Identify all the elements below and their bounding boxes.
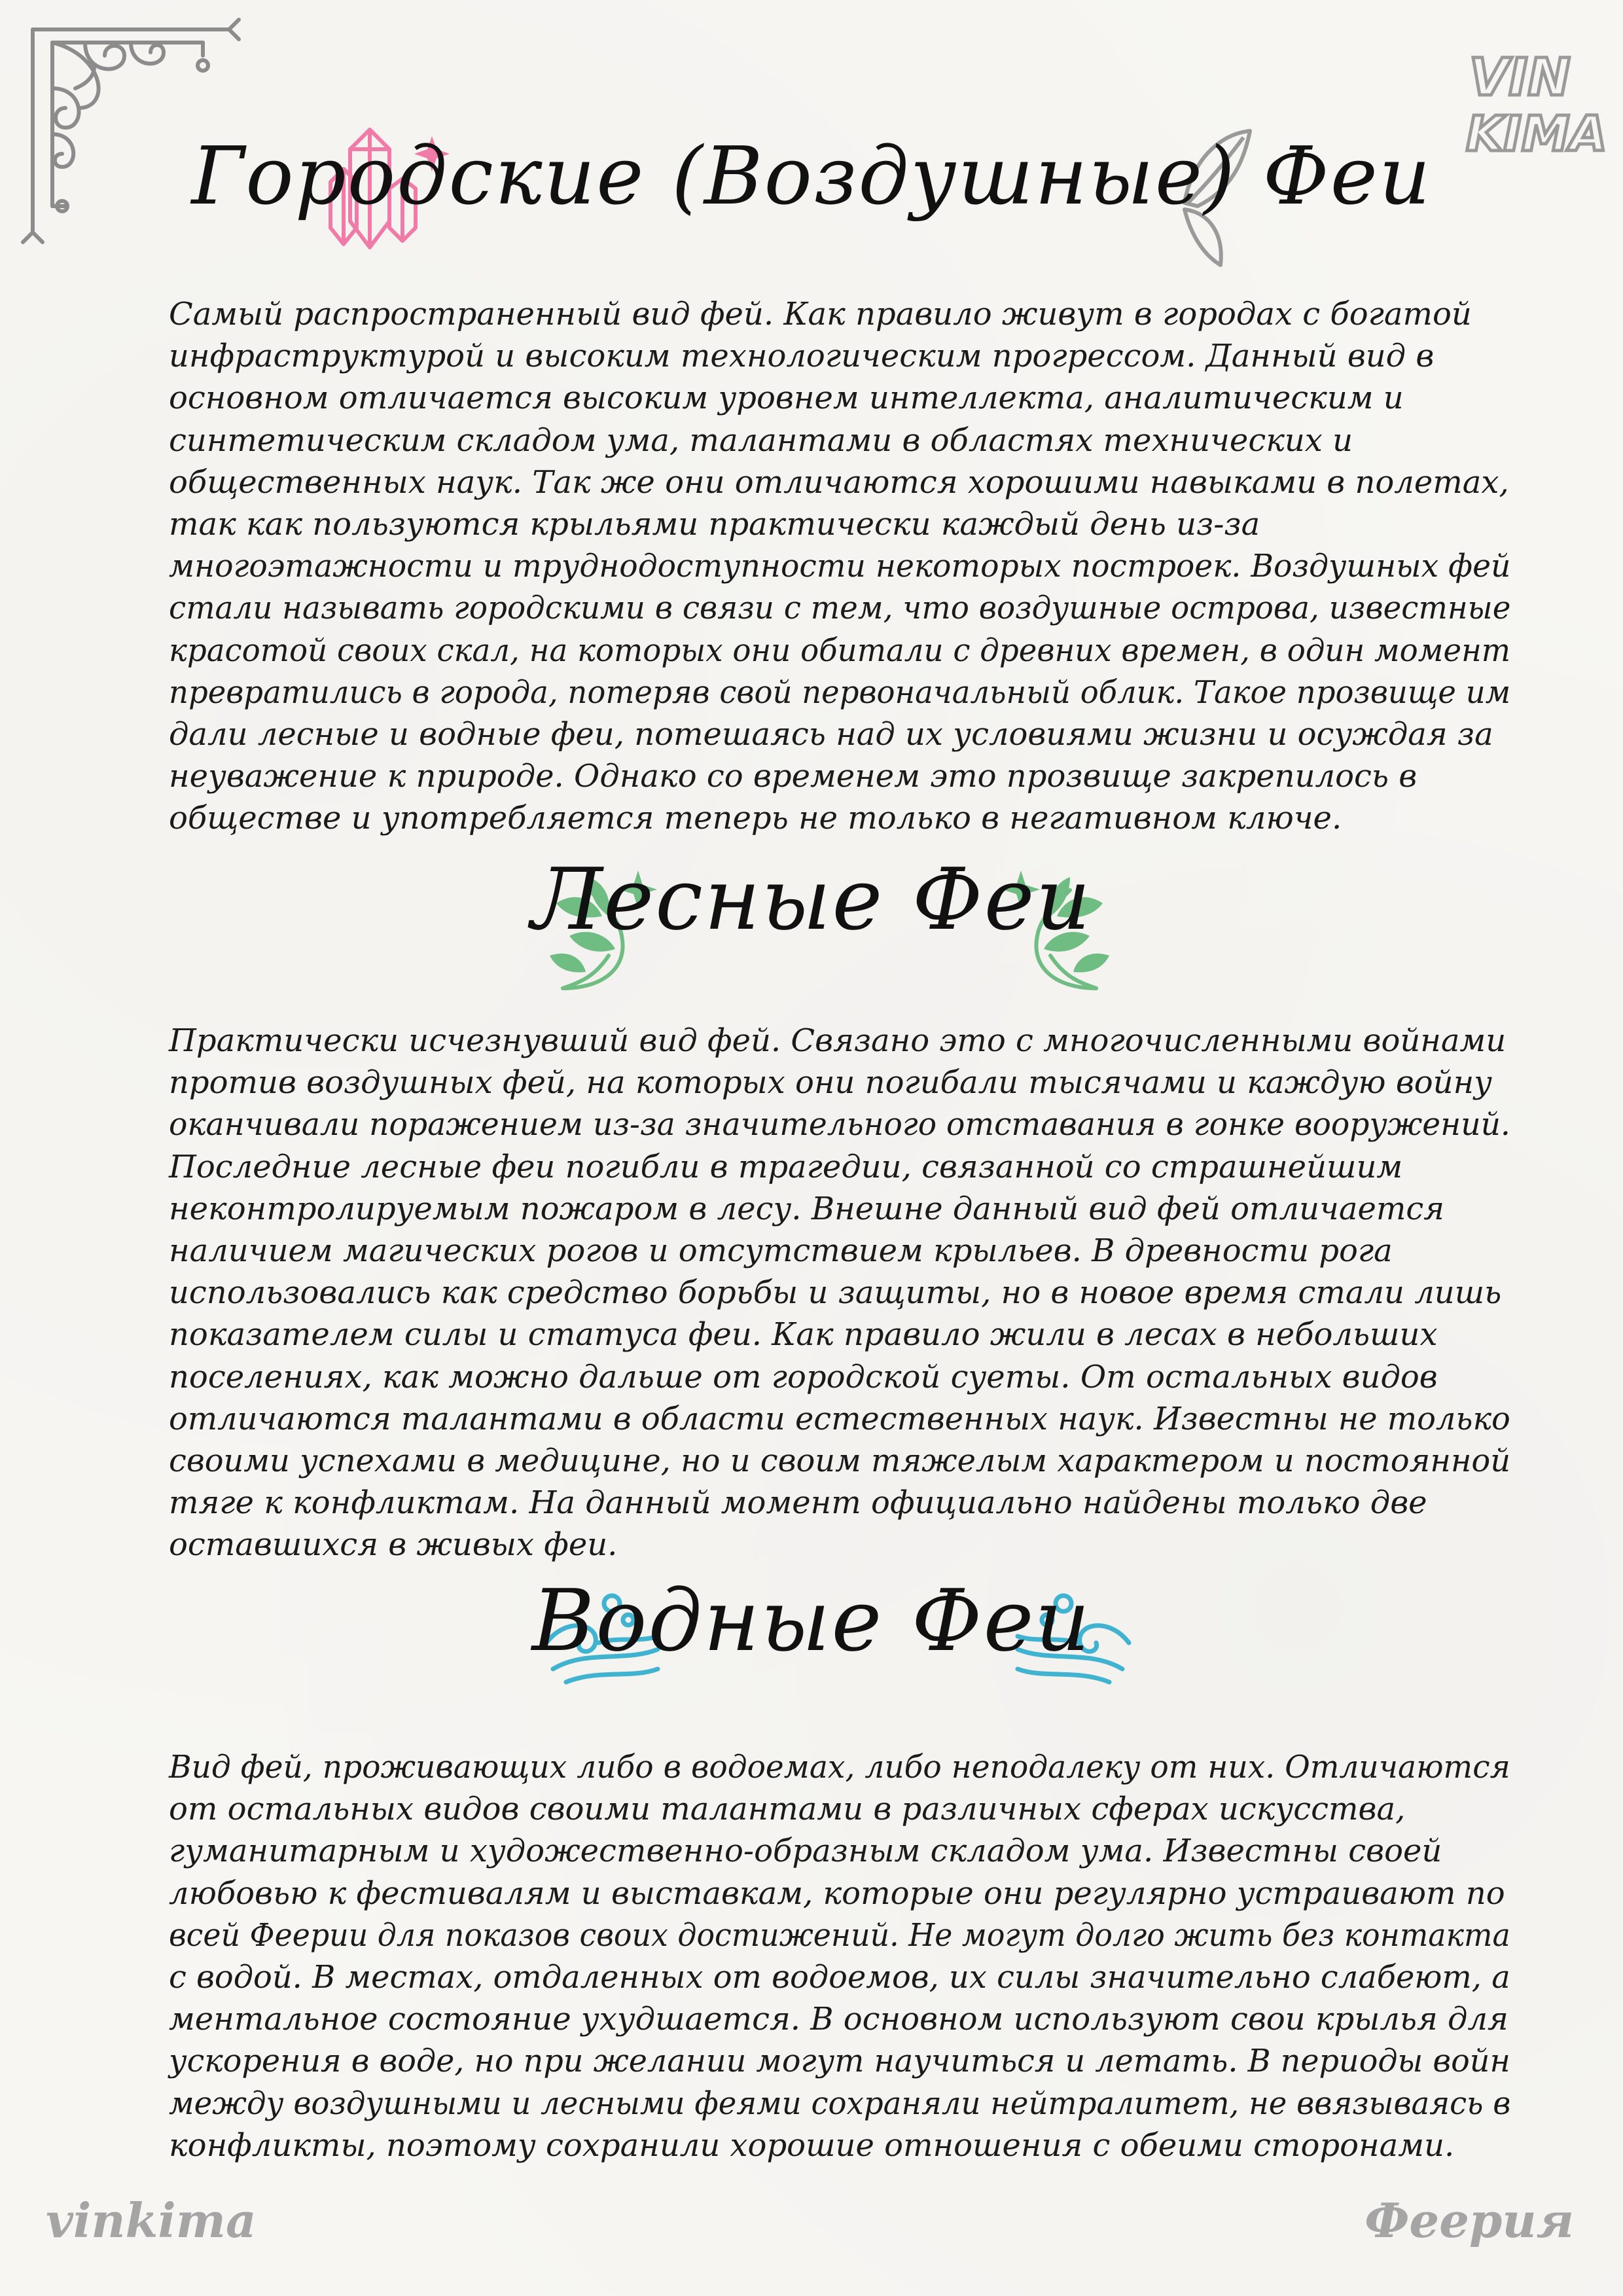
paragraph-water-fairies [169, 1746, 1510, 2166]
text-line: превратились в города, потеряв свой первоначальный облик. Такое прозвище им [169, 673, 1511, 711]
text-line: так как пользуются крыльями практически каждый день из-за [169, 506, 1260, 543]
text-line: наличием магических рогов и отсутствием крыльев. В древности рога [169, 1232, 1393, 1270]
text-line: общественных наук. Так же они отличаются хорошими навыками в полетах, [169, 463, 1509, 501]
text-line: отличаются талантами в области естественных наук. Известны не только [169, 1400, 1510, 1437]
text-line: всей Феерии для показов своих достижений. Не могут долго жить без контакта [169, 1916, 1510, 1954]
text-line: оставшихся в живых феи. [169, 1526, 618, 1564]
text-line: ускорения в воде, но при желании могут научиться и летать. В периоды войн [169, 2043, 1510, 2080]
text-line: показателем силы и статуса феи. Как правило жили в лесах в небольших [169, 1316, 1438, 1354]
logo-line1: VIN [1469, 48, 1571, 107]
text-line: дали лесные и водные феи, потешаясь над их условиями жизни и осуждая за [169, 716, 1493, 753]
heading-city-fairies [0, 130, 1623, 223]
text-line: синтетическим складом ума, талантами в областях технических и [169, 422, 1353, 459]
text-line: неуважение к природе. Однако со временем это прозвище закрепилось в [169, 758, 1418, 795]
text-line: основном отличается высоким уровнем интеллекта, аналитическим и [169, 380, 1404, 417]
paragraph-forest-fairies [169, 1020, 1510, 1566]
text-line: оканчивали поражением из-за значительного отставания в гонке вооружений. [169, 1106, 1510, 1143]
text-line: красотой своих скал, на которых они обитали с древних времен, в один момент [169, 632, 1511, 669]
paragraph-city-fairies [169, 293, 1510, 840]
text-line: инфраструктурой и высоким технологическим прогрессом. Данный вид в [169, 338, 1435, 375]
footer-author: vinkima [46, 2193, 257, 2248]
footer-title: Феерия [1364, 2193, 1574, 2248]
text-line: обществе и употребляется теперь не только в негативном ключе. [169, 800, 1342, 837]
text-line: тяге к конфликтам. На данный момент официально найдены только две [169, 1484, 1427, 1522]
text-line: от остальных видов своими талантами в различных сферах искусства, [169, 1791, 1406, 1828]
text-line: гуманитарным и художественно-образным складом ума. Известны своей [169, 1833, 1442, 1870]
heading-forest-fairies-text: Лесные Феи [531, 850, 1092, 949]
text-line: использовались как средство борьбы и защиты, но в новое время стали лишь [169, 1274, 1502, 1312]
heading-water-fairies-text: Водные Феи [531, 1571, 1092, 1670]
heading-forest-fairies [0, 850, 1623, 949]
text-line: поселениях, как можно дальше от городской суеты. От остальных видов [169, 1358, 1438, 1395]
text-line: Последние лесные феи погибли в трагедии, связанной со страшнейшим [169, 1148, 1403, 1185]
text-line: против воздушных фей, на которых они погибали тысячами и каждую войну [169, 1064, 1493, 1102]
text-line: конфликты, поэтому сохранили хорошие отношения с обеими сторонами. [169, 2126, 1455, 2164]
text-line: своими успехами в медицине, но и своим тяжелым характером и постоянной [169, 1443, 1511, 1480]
text-line: Вид фей, проживающих либо в водоемах, либо неподалеку от них. Отличаются [169, 1749, 1510, 1785]
text-line: многоэтажности и труднодоступности некоторых построек. Воздушных фей [169, 548, 1511, 585]
text-line: Практически исчезнувший вид фей. Связано это с многочисленными войнами [169, 1022, 1507, 1059]
heading-water-fairies [0, 1571, 1623, 1670]
logo-line2: KIMA [1466, 106, 1607, 162]
text-line: с водой. В местах, отдаленных от водоемов, их силы значительно слабеют, а [169, 1959, 1510, 1996]
text-line: между воздушными и лесными феями сохраняли нейтралитет, не ввязываясь в [169, 2085, 1511, 2122]
text-line: неконтролируемым пожаром в лесу. Внешне данный вид фей отличается [169, 1190, 1445, 1227]
text-line: любовью к фестивалям и выставкам, которые они регулярно устраивают по [169, 1874, 1505, 1912]
text-line: Самый распространенный вид фей. Как правило живут в городах с богатой [169, 296, 1472, 332]
text-line: стали называть городскими в связи с тем, что воздушные острова, известные [169, 590, 1511, 627]
heading-city-fairies-text: Городские (Воздушные) Феи [191, 130, 1432, 223]
text-line: ментальное состояние ухудшается. В основном используют свои крылья для [169, 2001, 1508, 2038]
